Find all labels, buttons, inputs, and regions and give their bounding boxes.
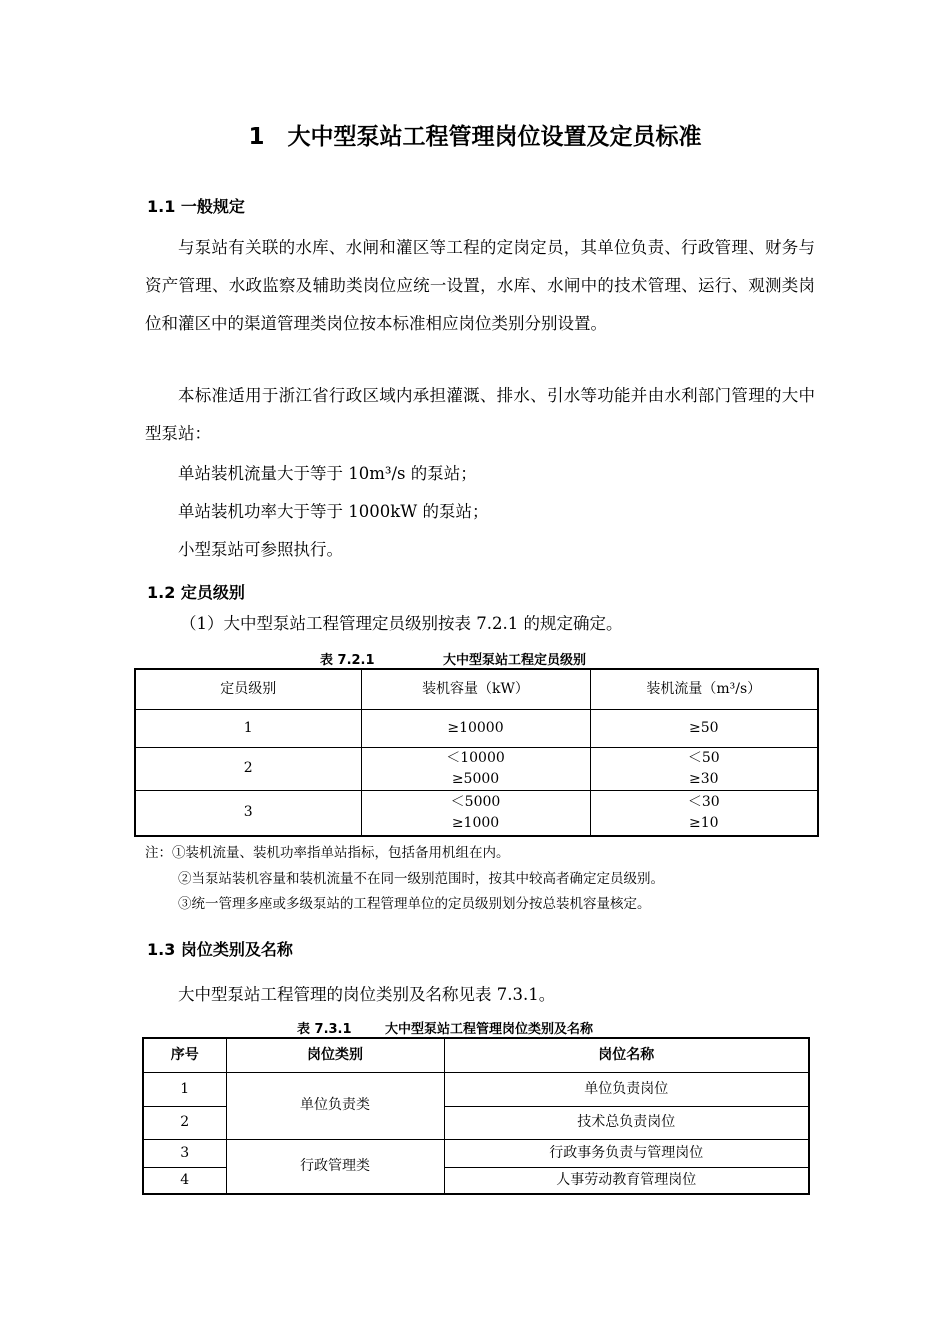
category-cell: 单位负责类 <box>226 1072 444 1139</box>
position-name-cell: 单位负责岗位 <box>444 1072 809 1106</box>
flow-lower: ≥10 <box>688 814 719 831</box>
table-7-2-1-caption-number: 表 7.2.1 <box>320 653 375 668</box>
flow-upper: ＜50 <box>687 749 720 766</box>
table-header-row <box>135 669 818 709</box>
number-cell: 3 <box>143 1139 226 1167</box>
capacity-lower: ≥1000 <box>451 814 500 831</box>
header-category: 岗位类别 <box>226 1038 444 1072</box>
criteria-line-power: 单站装机功率大于等于 1000kW 的泵站； <box>178 502 489 521</box>
header-capacity: 装机容量（kW） <box>361 669 590 709</box>
position-name-cell: 人事劳动教育管理岗位 <box>444 1167 809 1194</box>
header-level: 定员级别 <box>135 669 361 709</box>
level-cell: 2 <box>135 747 361 790</box>
criteria-line-flow: 单站装机流量大于等于 10m³/s 的泵站； <box>178 464 477 483</box>
header-flow: 装机流量（m³/s） <box>590 669 818 709</box>
table-row <box>143 1139 809 1167</box>
table-7-3-1-caption-title: 大中型泵站工程管理岗位类别及名称 <box>385 1022 594 1037</box>
position-intro: 大中型泵站工程管理的岗位类别及名称见表 7.3.1。 <box>178 985 556 1004</box>
section-heading-1-1: 1.1 一般规定 <box>147 197 245 216</box>
table-row <box>143 1072 809 1106</box>
capacity-cell <box>361 790 590 836</box>
position-name-cell: 行政事务负责与管理岗位 <box>444 1139 809 1167</box>
capacity-upper: ＜10000 <box>446 749 505 766</box>
capacity-upper: ＜5000 <box>450 793 501 810</box>
staffing-level-table <box>134 668 819 837</box>
level-cell: 3 <box>135 790 361 836</box>
table-note-3: ③统一管理多座或多级泵站的工程管理单位的定员级别划分按总装机容量核定。 <box>178 896 651 912</box>
table-row <box>135 709 818 747</box>
table-header-row <box>143 1038 809 1072</box>
table-row <box>135 790 818 836</box>
flow-cell <box>590 790 818 836</box>
page-title: 1 大中型泵站工程管理岗位设置及定员标准 <box>248 124 702 150</box>
flow-cell: ≥50 <box>590 709 818 747</box>
number-cell: 4 <box>143 1167 226 1194</box>
table-7-2-1-caption-title: 大中型泵站工程定员级别 <box>443 653 587 668</box>
capacity-lower: ≥5000 <box>451 770 500 787</box>
table-note-2: ②当泵站装机容量和装机流量不在同一级别范围时，按其中较高者确定定员级别。 <box>178 871 664 887</box>
flow-lower: ≥30 <box>688 770 719 787</box>
header-number: 序号 <box>143 1038 226 1072</box>
flow-cell <box>590 747 818 790</box>
category-cell: 行政管理类 <box>226 1139 444 1194</box>
table-7-3-1-caption-number: 表 7.3.1 <box>297 1022 352 1037</box>
number-cell: 1 <box>143 1072 226 1106</box>
table-note-1: 注：①装机流量、装机功率指单站指标，包括备用机组在内。 <box>145 845 510 861</box>
number-cell: 2 <box>143 1106 226 1139</box>
paragraph-scope-2: 本标准适用于浙江省行政区域内承担灌溉、排水、引水等功能并由水利部门管理的大中型泵站： <box>145 386 815 443</box>
position-name-cell: 技术总负责岗位 <box>444 1106 809 1139</box>
level-intro: （1）大中型泵站工程管理定员级别按表 7.2.1 的规定确定。 <box>180 614 623 633</box>
flow-upper: ＜30 <box>687 793 720 810</box>
section-heading-1-3: 1.3 岗位类别及名称 <box>147 940 293 959</box>
section-heading-1-2: 1.2 定员级别 <box>147 583 245 602</box>
table-row <box>135 747 818 790</box>
capacity-cell <box>361 747 590 790</box>
header-position-name: 岗位名称 <box>444 1038 809 1072</box>
position-category-table <box>142 1037 810 1195</box>
level-cell: 1 <box>135 709 361 747</box>
paragraph-scope-1: 与泵站有关联的水库、水闸和灌区等工程的定岗定员，其单位负责、行政管理、财务与资产管理、水政监察及辅助类岗位应统一设置，水库、水闸中的技术管理、运行、观测类岗位和灌区中的渠道管理类岗位按本标准相应岗位类别分别设置。 <box>145 238 815 333</box>
capacity-cell: ≥10000 <box>361 709 590 747</box>
criteria-line-small: 小型泵站可参照执行。 <box>178 540 343 559</box>
